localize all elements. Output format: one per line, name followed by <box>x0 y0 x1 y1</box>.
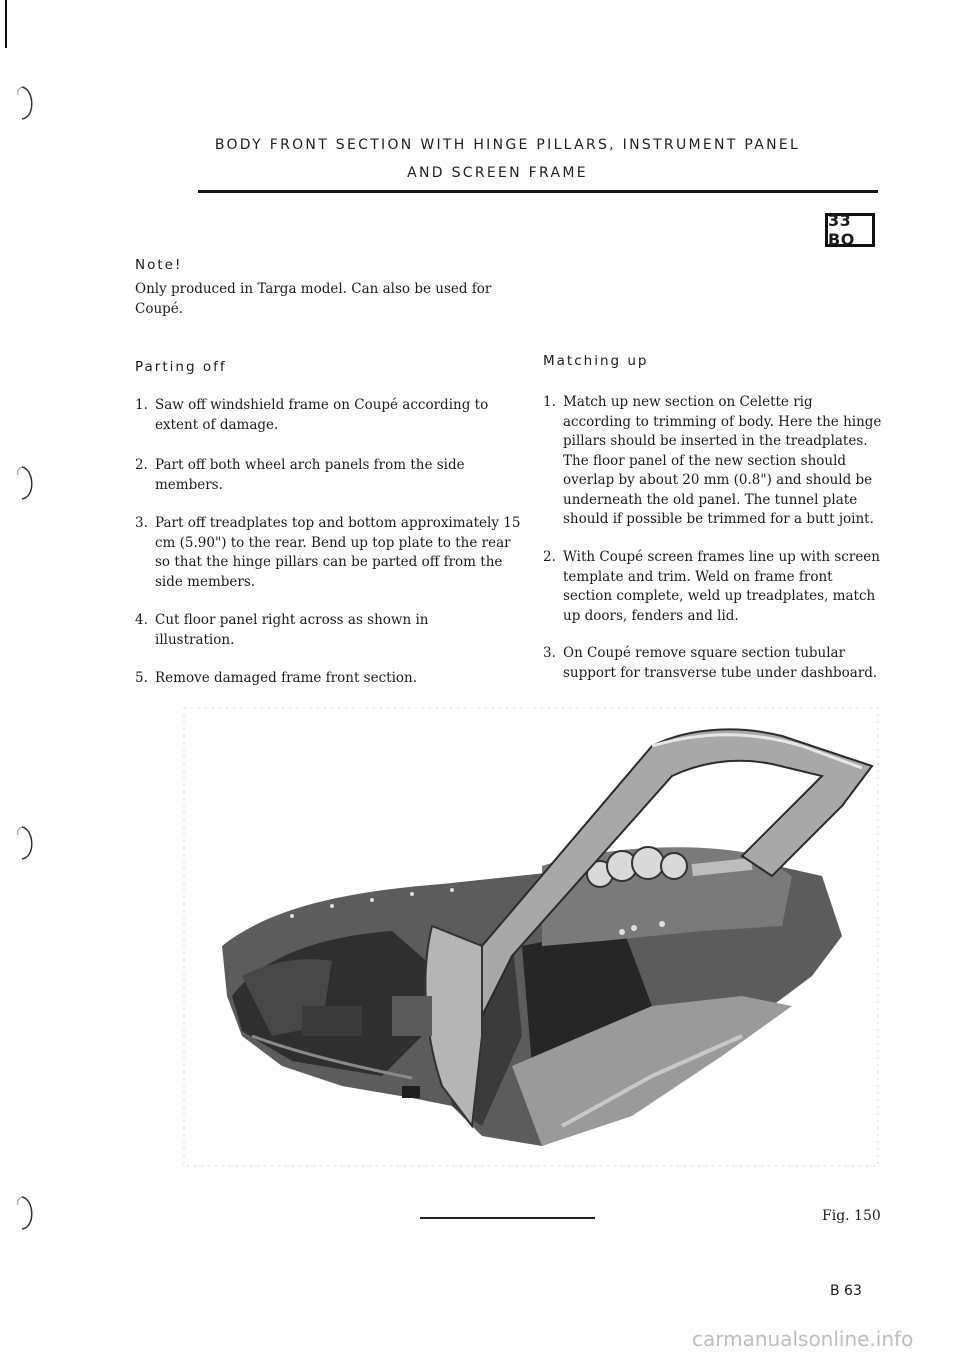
figure-rule <box>420 1217 595 1219</box>
step-number: 5. <box>135 670 148 686</box>
step-text: Saw off windshield frame on Coupé according to extent of damage. <box>155 397 489 433</box>
matching-up-step <box>543 644 888 683</box>
step-text: Cut floor panel right across as shown in illustration. <box>155 612 429 648</box>
page-title-line-1: BODY FRONT SECTION WITH HINGE PILLARS, INSTRUMENT PANEL <box>214 137 801 153</box>
step-text: Match up new section on Celette rig according to trimming of body. Here the hinge pillars should be inserted in the treadplates. The floor panel of the new section should overlap by about 20 mm (0.8") and should be underneath the old panel. The tunnel plate should if possible be trimmed for a butt joint. <box>563 394 882 527</box>
matching-up-step <box>543 548 883 626</box>
step-number: 3. <box>543 645 556 661</box>
watermark-text: carmanualsonline.info <box>692 1327 914 1351</box>
page-number: B 63 <box>830 1283 862 1299</box>
page-title-line-2: AND SCREEN FRAME <box>407 165 588 181</box>
parting-off-step <box>135 396 510 435</box>
body-front-section-illustration <box>182 706 880 1168</box>
parting-off-step <box>135 611 510 650</box>
step-number: 1. <box>543 394 556 410</box>
punch-hole-icon <box>12 1193 40 1233</box>
step-number: 3. <box>135 515 148 531</box>
step-number: 4. <box>135 612 148 628</box>
step-number: 2. <box>543 549 556 565</box>
parting-off-step <box>135 456 510 495</box>
matching-up-heading: Matching up <box>543 353 649 369</box>
section-code-badge: 33 BO <box>825 213 875 247</box>
figure-label: Fig. 150 <box>822 1208 881 1224</box>
step-number: 1. <box>135 397 148 413</box>
header-rule <box>198 190 878 193</box>
binder-mark <box>5 0 7 48</box>
step-number: 2. <box>135 457 148 473</box>
punch-hole-icon <box>12 83 40 123</box>
punch-hole-icon <box>12 823 40 863</box>
step-text: Part off both wheel arch panels from the side members. <box>155 457 465 493</box>
step-text: Part off treadplates top and bottom approximately 15 cm (5.90") to the rear. Bend up top plate to the rear so that the hinge pillars can be parted off from the side members. <box>155 515 521 590</box>
step-text: On Coupé remove square section tubular support for transverse tube under dashboard. <box>563 645 878 681</box>
punch-hole-icon <box>12 463 40 503</box>
parting-off-step <box>135 514 525 592</box>
step-text: With Coupé screen frames line up with screen template and trim. Weld on frame front section complete, weld up treadplates, match up doors, fenders and lid. <box>563 549 880 624</box>
note-label: Note! <box>135 257 183 273</box>
note-text: Only produced in Targa model. Can also be used for Coupé. <box>135 281 492 317</box>
parting-off-heading: Parting off <box>135 359 227 375</box>
parting-off-step <box>135 669 510 689</box>
matching-up-step <box>543 393 883 530</box>
step-text: Remove damaged frame front section. <box>155 670 417 686</box>
